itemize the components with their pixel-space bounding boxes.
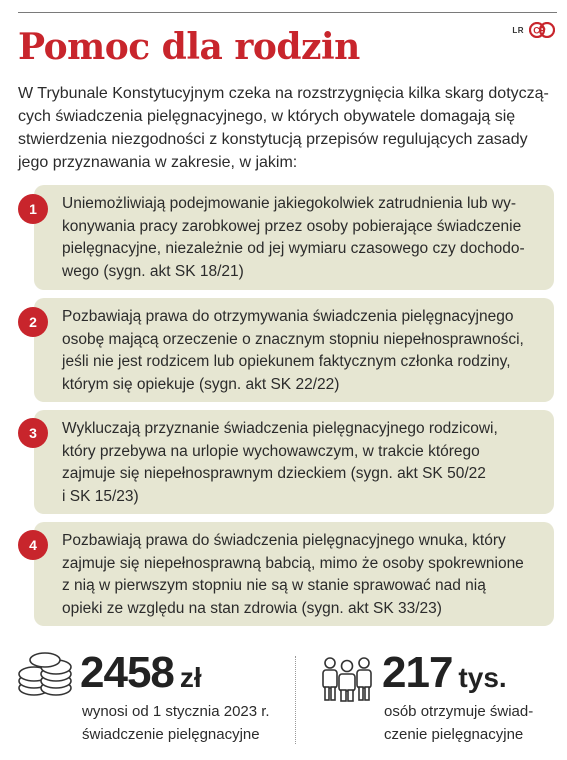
stat-value: 217 <box>382 648 453 697</box>
stat-caption-recipients <box>384 700 533 746</box>
item-number-badge-4: 4 <box>18 530 48 560</box>
item-line: Pozbawiają prawa do otrzymywania świadczenia pielęgnacyjnego <box>62 308 514 325</box>
publisher-logo <box>512 22 555 38</box>
item-line: Pozbawiają prawa do świadczenia pielęgnacyjnego wnuka, który <box>62 532 506 549</box>
item-text-1 <box>62 193 550 283</box>
item-line: i SK 15/23) <box>62 487 139 505</box>
caption-line: czenie pielęgnacyjne <box>384 726 524 743</box>
item-number-badge-2: 2 <box>18 307 48 337</box>
top-rule <box>18 12 557 13</box>
item-line: pielęgnacyjne, niezależnie od jej wymiaru czasowego czy dochodo- <box>62 240 525 257</box>
intro-paragraph <box>18 82 558 174</box>
item-number-badge-3: 3 <box>18 418 48 448</box>
item-text-4 <box>62 530 550 620</box>
item-box-1 <box>34 185 554 290</box>
item-text-2 <box>62 306 550 396</box>
stat-caption-amount <box>82 700 270 746</box>
intro-line: W Trybunale Konstytucyjnym czeka na rozstrzygnięcia kilka skarg dotyczą- <box>18 85 549 102</box>
stat-benefit-amount <box>80 648 202 698</box>
item-line: zajmuje się niepełnosprawną babcią, mimo że osoby spokrewnione <box>62 554 524 572</box>
item-line: którym się opiekuje (sygn. akt SK 22/22) <box>62 375 340 393</box>
item-box-3 <box>34 410 554 514</box>
cp-logo-icon <box>529 22 555 38</box>
stat-unit: tys. <box>458 662 507 693</box>
page-title: Pomoc dla rodzin <box>18 26 360 68</box>
item-line: jeśli nie jest rodzicem lub opiekunem faktycznym członka rodziny, <box>62 353 511 370</box>
stat-value: 2458 <box>80 648 174 697</box>
coins-icon <box>16 650 78 698</box>
item-line: konywania pracy zarobkowej przez osoby pobierające świadczenie <box>62 217 522 235</box>
item-box-4 <box>34 522 554 626</box>
item-line: osobę mającą orzeczenie o znacznym stopniu niepełnosprawności, <box>62 330 524 348</box>
item-box-2 <box>34 298 554 402</box>
item-line: wego (sygn. akt SK 18/21) <box>62 262 244 280</box>
intro-line: jego przyznawania w zakresie, w jakim: <box>18 154 298 171</box>
caption-line: wynosi od 1 stycznia 2023 r. <box>82 703 270 720</box>
intro-line: stwierdzenia niezgodności z konstytucją przepisów regulujących zasady <box>18 131 528 148</box>
item-line: Wykluczają przyznanie świadczenia pielęgnacyjnego rodzicowi, <box>62 420 498 437</box>
item-line: z nią w pierwszym stopniu nie są w stanie sprawować nad nią <box>62 577 486 594</box>
item-text-3 <box>62 418 550 508</box>
item-line: opieki ze względu na stan zdrowia (sygn. akt SK 33/23) <box>62 599 442 617</box>
item-line: Uniemożliwiają podejmowanie jakiegokolwiek zatrudnienia lub wy- <box>62 195 517 212</box>
item-line: który przebywa na urlopie wychowawczym, w trakcie którego <box>62 442 480 460</box>
item-line: zajmuje się niepełnosprawnym dzieckiem (sygn. akt SK 50/22 <box>62 465 486 482</box>
caption-line: świadczenie pielęgnacyjne <box>82 726 260 743</box>
item-number-badge-1: 1 <box>18 194 48 224</box>
logo-mark-letters: CP <box>533 25 546 36</box>
stat-recipients-count <box>382 648 507 698</box>
caption-line: osób otrzymuje świad- <box>384 703 534 720</box>
logo-lr-text: LR <box>512 25 524 35</box>
stat-unit: zł <box>179 662 202 693</box>
intro-line: cych świadczenia pielęgnacyjnego, w których obywatele domagają się <box>18 108 516 125</box>
stats-divider <box>295 656 297 744</box>
people-icon <box>318 656 376 702</box>
